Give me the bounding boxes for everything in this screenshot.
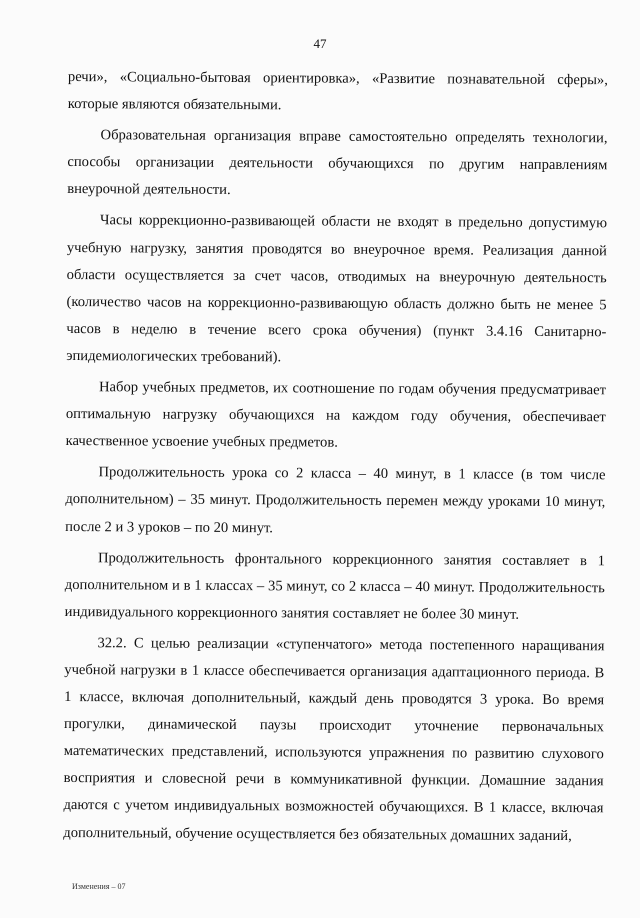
paragraph-1: речи», «Социально-бытовая ориентировка», «Развитие познавательной сферы», которые являются обязательными. — [67, 68, 608, 114]
footer-revision-note: Изменения – 07 — [72, 882, 126, 891]
paragraph-3: Часы коррекционно-развивающей области не входят в предельно допустимую учебную нагрузку, занятия проводятся во внеурочное время. Реализация данной области осуществляется за счет часов, отводимых на внеурочную деятельность (количество часов на коррекционно-развивающую область должно быть не менее 5 часов в неделю в течение всего срока обучения) (пункт 3.4.16 Санитарно-эпидемиологических требований). — [66, 212, 608, 366]
paragraph-7: 32.2. С целью реализации «ступенчатого» метода постепенного наращивания учебной нагрузки в 1 классе обеспечивается организация адаптационного периода. В 1 классе, включая дополнительный, каждый день проводятся 3 урока. Во время прогулки, динамической паузы происходит уточнение первоначальных математических представлений, используются упражнения по развитию слухового восприятия и словесной речи в коммуникативной функции. Домашние задания даются с учетом индивидуальных возможностей обучающихся. В 1 классе, включая дополнительный, обучение осуществляется без обязательных домашних заданий, — [63, 635, 605, 844]
page-number: 47 — [313, 36, 327, 51]
paragraph-5: Продолжительность урока со 2 класса – 40 минут, в 1 классе (в том числе дополнительном) – 35 минут. Продолжительность перемен между уроками 10 минут, после 2 и 3 уроков – по 20 минут. — [65, 464, 606, 536]
paragraph-6: Продолжительность фронтального коррекционного занятия составляет в 1 дополнительном и в 1 классах – 35 минут, со 2 класса – 40 минут. Продолжительность индивидуального коррекционного занятия составляет не более 30 минут. — [64, 549, 606, 623]
body-text — [63, 64, 608, 854]
paragraph-4: Набор учебных предметов, их соотношение по годам обучения предусматривает оптимальную нагрузку обучающихся на каждом году обучения, обеспечивает качественное усвоение учебных предметов. — [65, 379, 607, 451]
paragraph-2: Образовательная организация вправе самостоятельно определять технологии, способы организации деятельности обучающихся по другим направлениям внеурочной деятельности. — [67, 127, 608, 199]
